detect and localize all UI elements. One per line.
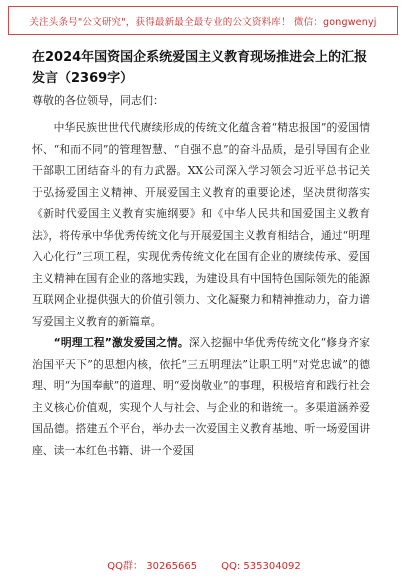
paragraph-2-body: 深入挖掘中华优秀传统文化“修身齐家治国平天下”的思想内核，依托“三五明理法”让职工明“对党忠诚”的德理、明“为国奉献”的道理、明“爱岗敬业”的事理，积极培育和践行社会主义核心价值观，实现个人与社会、与企业的和谐统一。多渠道涵养爱国品德。搭建五个平台，举办去一次爱国主义教育基地、听一场爱国讲座、读一本红色书籍、讲一个爱国 bbox=[32, 336, 370, 457]
document-title: 在2024年国资国企系统爱国主义教育现场推进会上的汇报发言（2369字） bbox=[32, 50, 368, 86]
document-body bbox=[32, 117, 370, 461]
paragraph-1: 中华民族世世代代赓续形成的传统文化蕴含着“精忠报国”的爱国情怀、“和而不同”的管理智慧、“自强不息”的奋斗品质，是引导国有企业干部职工团结奋斗的有力武器。XX公司深入学习领会习近平总书记关于弘扬爱国主义精神、开展爱国主义教育的重要论述，坚决贯彻落实《新时代爱国主义教育实施纲要》和《中华人民共和国爱国主义教育法》，将传承中华优秀传统文化与开展爱国主义教育相结合，通过“明理入心化行”三项工程，实现优秀传统文化在国有企业的赓续传承、爱国主义精神在国有企业的落地实践，为建设具有中国特色国际领先的能源互联网企业提供强大的价值引领力、文化凝聚力和精神推动力，奋力谱写爱国主义教育的新篇章。 bbox=[32, 121, 370, 328]
paragraph-2 bbox=[32, 332, 370, 461]
footer-qq-group: QQ群： 30265665 bbox=[107, 561, 198, 572]
salutation: 尊敬的各位领导，同志们： bbox=[32, 94, 164, 107]
paragraph-2-lead: “明理工程”激发爱国之情。 bbox=[53, 336, 189, 349]
header-banner bbox=[8, 6, 398, 35]
footer-qq: QQ: 535304092 bbox=[221, 561, 301, 572]
footer bbox=[0, 557, 408, 572]
header-banner-text: 关注头条号"公文研究"，获得最新最全最专业的公文资料库！ 微信：gongwenyj bbox=[29, 16, 377, 28]
